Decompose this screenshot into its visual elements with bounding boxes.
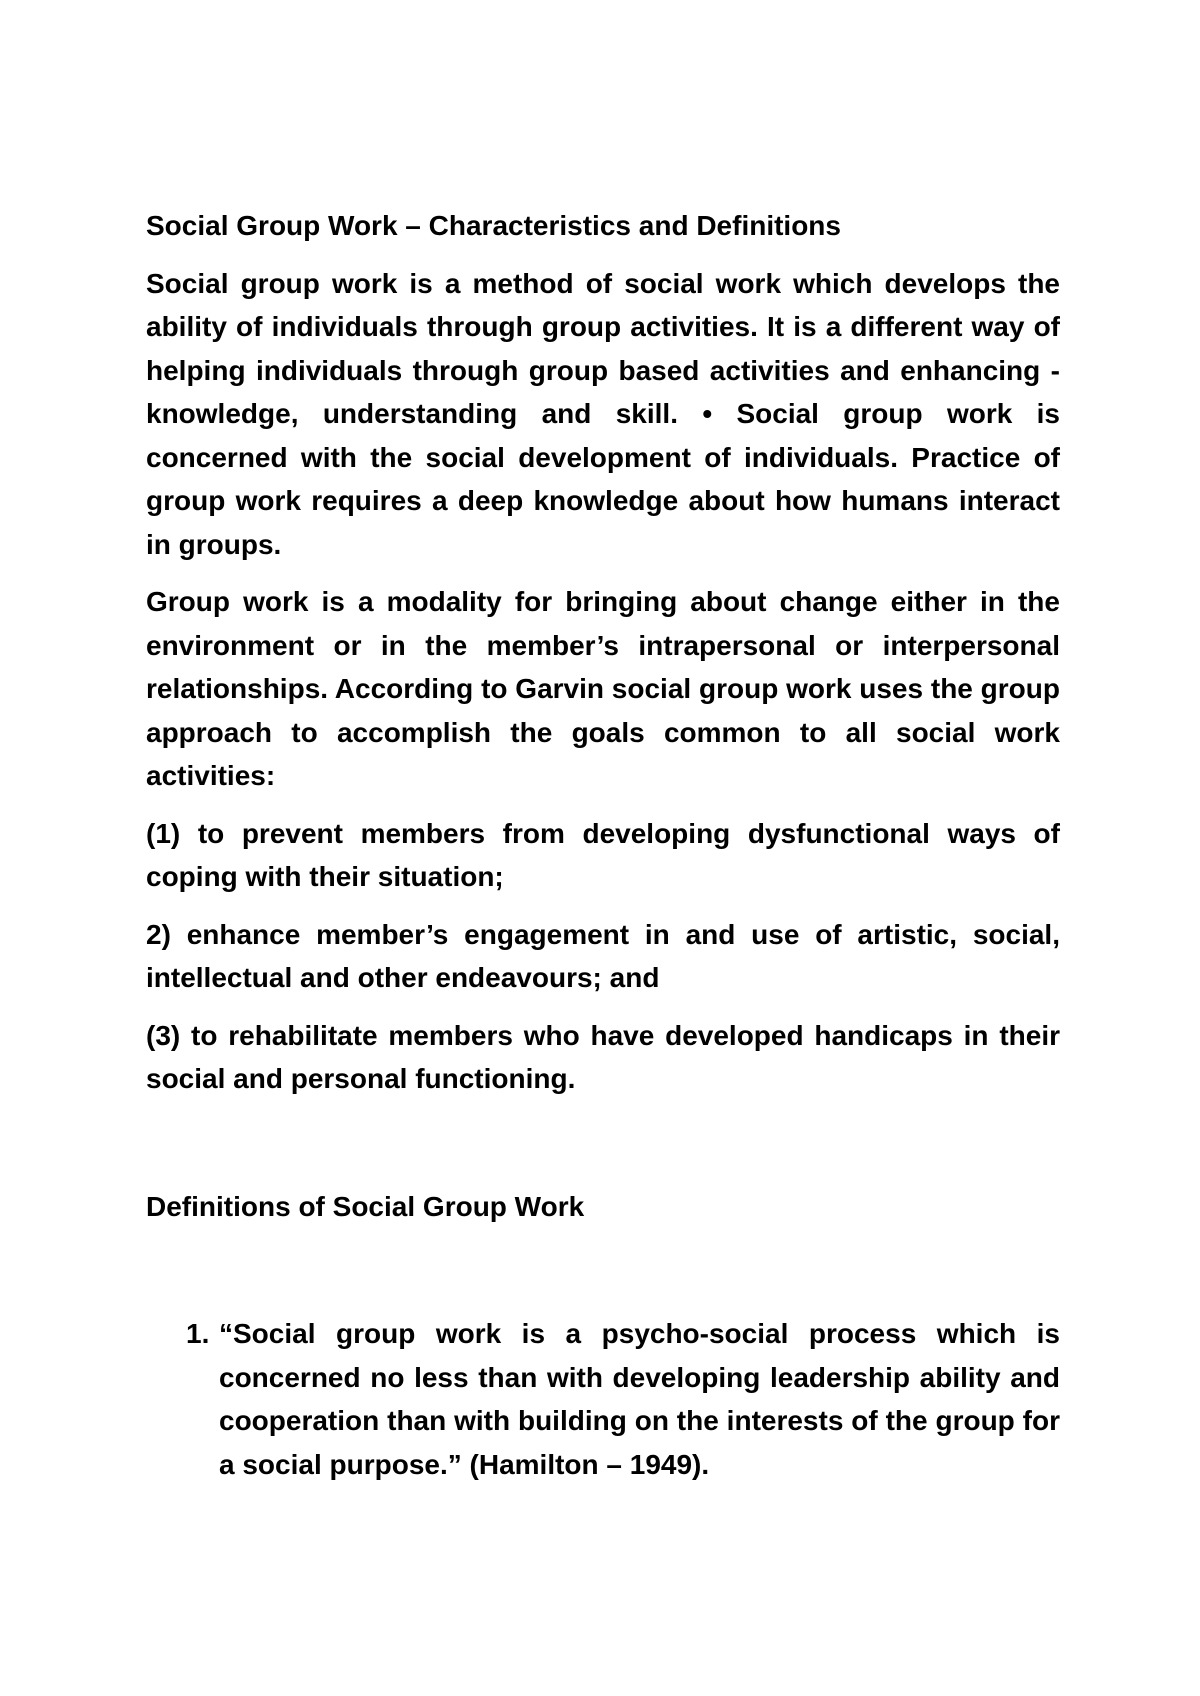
definition-number: 1.	[186, 1318, 210, 1349]
definition-text: “Social group work is a psycho-social process which is concerned no less than with developing leadership ability and cooperation than with building on the interests of the group for a social purpose.” (Hamilton – 1949).	[219, 1318, 1060, 1480]
definitions-list	[146, 1312, 1060, 1486]
document-title: Social Group Work – Characteristics and Definitions	[146, 210, 841, 241]
intro-paragraph: Social group work is a method of social work which develops the ability of individuals through group activities. It is a different way of helping individuals through group based activities and enhancing - knowledge, understanding and skill. • Social group work is concerned with the social development of individuals. Practice of group work requires a deep knowledge about how humans interact in groups.	[146, 267, 1060, 560]
definition-item	[146, 1312, 1060, 1486]
goal-item-3: (3) to rehabilitate members who have developed handicaps in their social and personal functioning.	[146, 1019, 1060, 1094]
definitions-heading: Definitions of Social Group Work	[146, 1190, 585, 1222]
group-work-paragraph: Group work is a modality for bringing about change either in the environment or in the member’s intrapersonal or interpersonal relationships. According to Garvin social group work uses the group approach to accomplish the goals common to all social work activities:	[146, 586, 1060, 791]
goal-item-1: (1) to prevent members from developing dysfunctional ways of coping with their situation;	[146, 817, 1060, 892]
goal-item-2: 2) enhance member’s engagement in and use of artistic, social, intellectual and other endeavours; and	[146, 918, 1060, 993]
document-body	[146, 204, 1060, 1486]
